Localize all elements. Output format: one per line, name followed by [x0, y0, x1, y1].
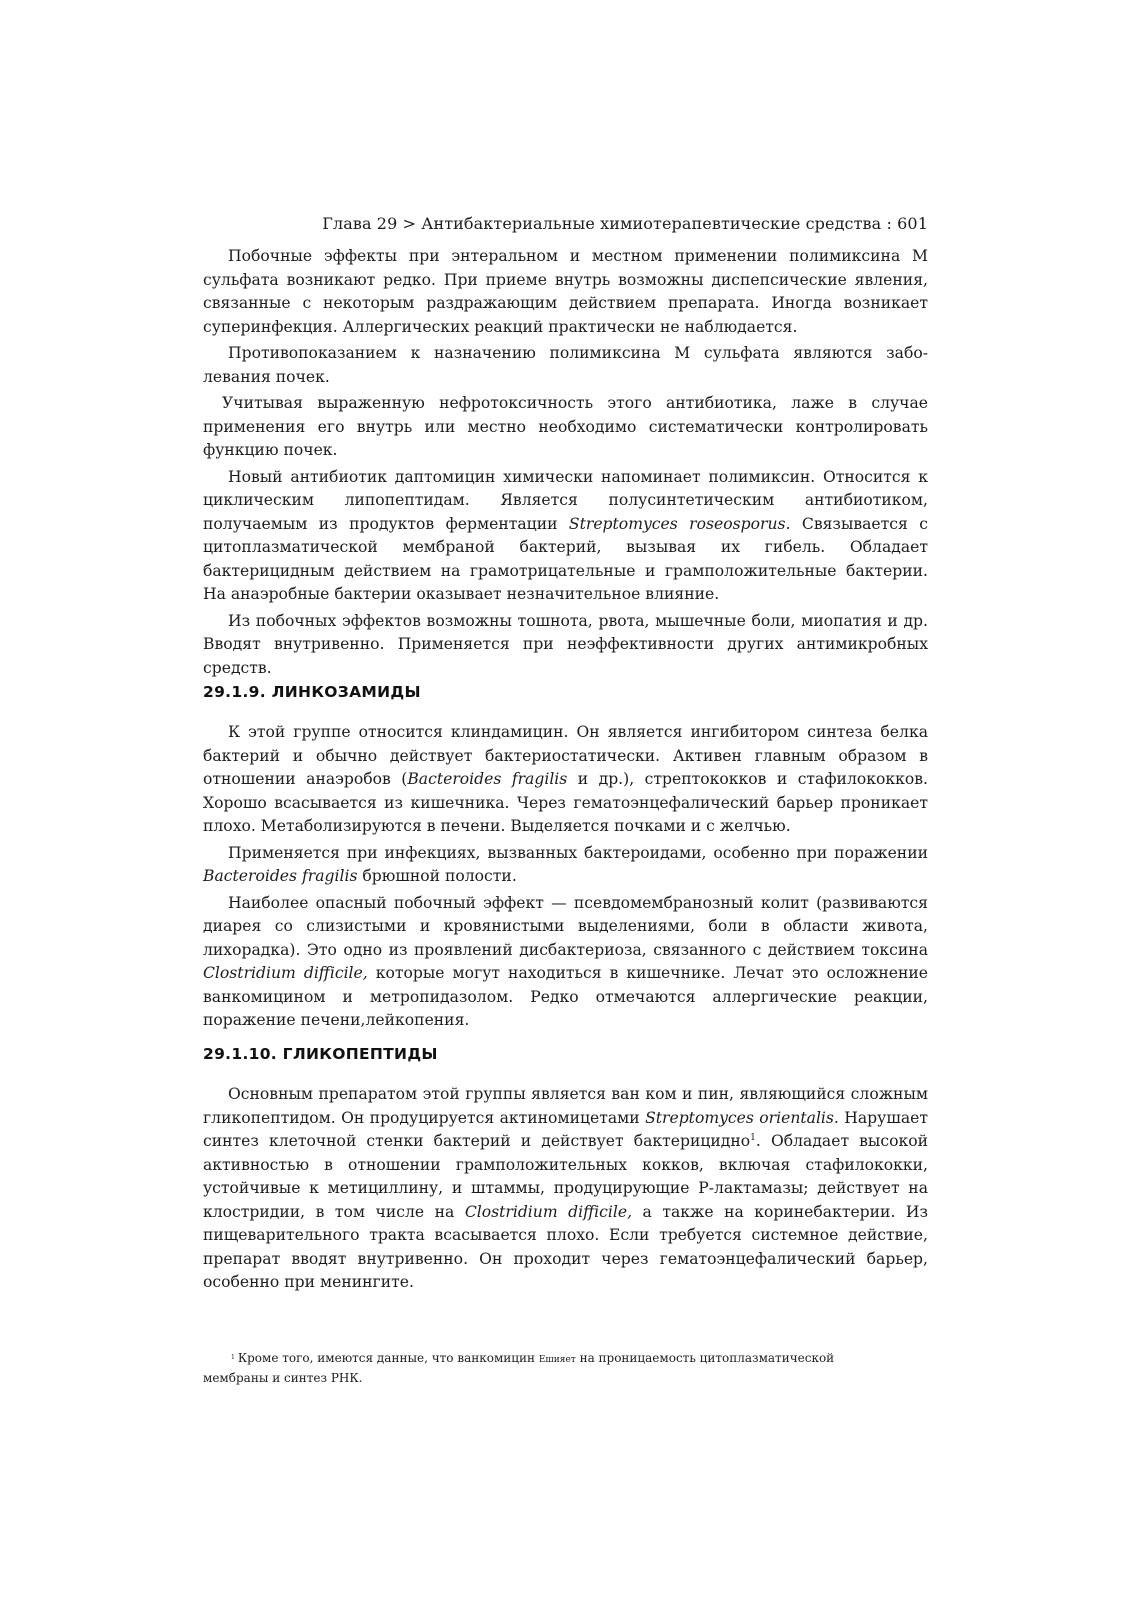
- paragraph: Противопоказанием к назначению полимиксина М сульфата являются заболевания почек.: [203, 344, 928, 386]
- species-name: Streptomyces orientalis.: [645, 1108, 839, 1127]
- running-head: Глава 29 > Антибактериальные химиотерапевтические средства : 601: [322, 214, 928, 233]
- section-heading-lincosamides: 29.1.9. ЛИНКОЗАМИДЫ: [203, 683, 421, 701]
- footnote-reference: 1: [750, 1133, 756, 1143]
- species-name: Bacteroides fragilis: [203, 867, 358, 885]
- species-name: Clostridium difficile,: [464, 1202, 633, 1221]
- paragraph: Применяется при инфекциях, вызванных бактероидами, особенно при поражении Bacteroides fragilis брюшной полости.: [203, 843, 928, 885]
- species-name: Bacteroides fragilis: [407, 770, 568, 788]
- species-name: Clostridium difficile,: [203, 964, 368, 982]
- paragraph: Из побочных эффектов возможны тошнота, рвота, мышечные боли, миопатия и др. Вводят внутривенно. Применяется при неэффективности других антимикробных средств.: [203, 611, 928, 677]
- paragraph: Наиболее опасный побочный эффект — псевдомембранозный колит (развиваются диарея со слизистыми и кровянистыми выделениями, боли в области живота, лихорадка). Это одно из проявлений дисбактериоза, связанного с действием токсина Clostridium difficile, которые могут находиться в кишечнике. Лечат это осложнение ванкомицином и метропидазолом. Редко отмечаются аллергические реакции, поражение печени,лейкопения.: [203, 893, 928, 1029]
- paragraph: Основным препаратом этой группы является ван ком и пин, являющийся сложным гликопептидом. Он продуцируется актиномицетами Streptomyces orientalis. Нарушает синтез клеточной стенки бактерий и действует бактерицидно$^1$. Обладает высокой активностью в отношении грамположительных кокков, включая стафилококки, устойчивые к метициллину, и штаммы, продуцирующие Р-лактамазы; действует на клостридии, в том числе на Clostridium difficile, а также на коринебактерии. Из пищеварительного тракта всасывается плохо. Если требуется системное действие, препарат вводят внутривенно. Он проходит через гематоэнцефалический барьер, особенно при менингите.: [203, 1085, 929, 1291]
- paragraph: Учитывая выраженную нефротоксичность этого антибиотика, лаже в случае применения его внутрь или местно необходимо систематически контролировать функцию почек.: [203, 394, 928, 459]
- paragraph: К этой группе относится клиндамицин. Он является ингибитором синтеза белка бактерий и обычно действует бактериостатически. Активен главным образом в отношении анаэробов (Bacteroides fragilis и др.), стрептококков и стафилококков. Хорошо всасывается из кишечника. Через гематоэнцефалический барьер проникает плохо. Метаболизируются в печени. Выделяется почками и с желчью.: [203, 723, 928, 835]
- footnote-mark: 1: [231, 1354, 235, 1361]
- species-name: Streptomyces roseosporus.: [568, 514, 791, 533]
- paragraph: Побочные эффекты при энтеральном и местном применении полимиксина М сульфата возникают редко. При приеме внутрь возможны диспепсические явления, связанные с некоторым раздражающим действием препарата. Иногда возникает суперинфекция. Аллергических реакций практически не наблюдается.: [203, 247, 928, 336]
- text-block-glycopeptides: [203, 1083, 928, 1295]
- text-block-polymyxin: [203, 245, 928, 680]
- footnote: $^1$ Кроме того, имеются данные, что ванкомицин Ешияет на проницаемость цитоплазматической мембраны и синтез РНК.: [203, 1351, 835, 1385]
- document-page: [203, 0, 928, 1600]
- section-heading-glycopeptides: 29.1.10. ГЛИКОПЕПТИДЫ: [203, 1045, 438, 1063]
- text-block-lincosamides: [203, 721, 928, 1033]
- paragraph: Новый антибиотик даптомицин химически напоминает полимиксин. Относится к циклическим липопептидам. Является полусинтетическим антибиотиком, получаемым из продуктов ферментации Streptomyces roseosporus. Связывается с цитоплазматической мембраной бактерий, вызывая их гибель. Обладает бактерицидным действием на грамотрицательные и грамположительные бактерии. На анаэробные бактерии оказывает незначительное влияние.: [203, 467, 929, 603]
